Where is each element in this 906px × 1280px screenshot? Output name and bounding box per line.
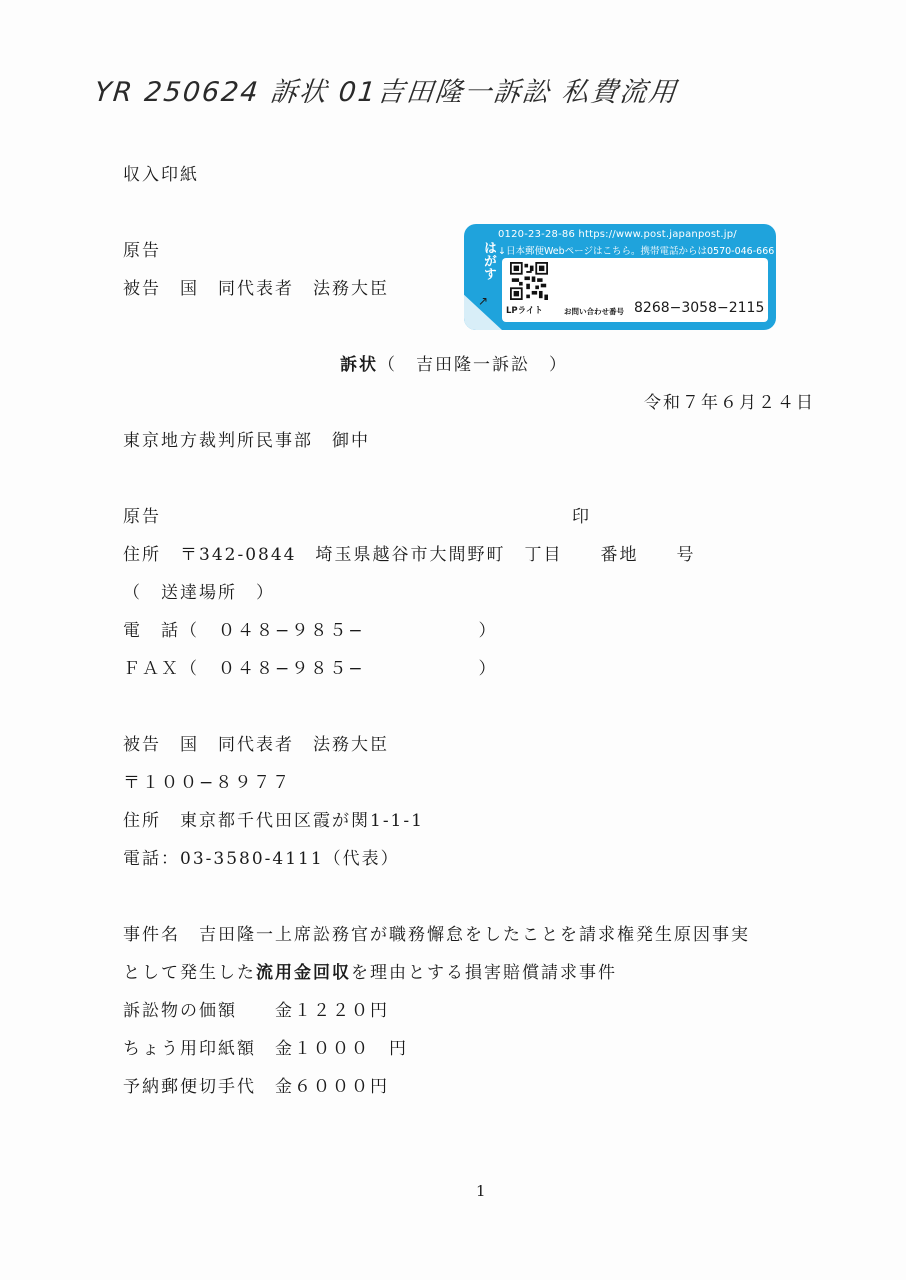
revenue-stamp-label: 収入印紙 xyxy=(123,165,199,185)
plaintiff-seal-mark: 印 xyxy=(572,507,591,527)
sticker-info-panel xyxy=(502,258,768,322)
defendant-phone: 電話：03-3580-4111（代表） xyxy=(123,849,400,869)
plaintiff-phone: 電 話（ ０４８−９８５− ） xyxy=(123,621,498,641)
case-name-line2-emphasis: 流用金回収 xyxy=(256,963,351,983)
defendant-address: 住所 東京都千代田区霞が関1-1-1 xyxy=(123,811,424,831)
sticker-service-name: LPライト xyxy=(506,306,543,316)
peel-label: はがす xyxy=(481,240,496,280)
defendant-label: 被告 国 同代表者 法務大臣 xyxy=(123,735,389,755)
postal-tracking-sticker xyxy=(464,224,776,330)
postage-deposit: 予納郵便切手代 金６０００円 xyxy=(123,1077,389,1097)
document-title xyxy=(340,350,568,375)
case-name-line2-post: を理由とする損害賠償請求事件 xyxy=(351,963,617,983)
sticker-peel-corner xyxy=(464,286,502,330)
qr-code-icon xyxy=(510,262,548,300)
case-name-line2 xyxy=(123,958,617,983)
plaintiff-delivery-place: （ 送達場所 ） xyxy=(123,583,275,603)
filing-date: 令和７年６月２４日 xyxy=(644,393,815,413)
summary-defendant-label: 被告 国 同代表者 法務大臣 xyxy=(123,279,389,299)
sticker-inquiry-label: お問い合わせ番号 xyxy=(564,307,624,316)
plaintiff-address: 住所 〒342-0844 埼玉県越谷市大間野町 丁目 番地 号 xyxy=(123,545,696,565)
title-main: 訴状 xyxy=(340,355,378,375)
claim-value: 訴訟物の価額 金１２２０円 xyxy=(123,1001,389,1021)
page-number: 1 xyxy=(476,1182,486,1200)
sticker-notice: ↓日本郵便Webページはこちら。携帯電話からは0570-046-666 xyxy=(498,246,775,257)
defendant-postal-code: 〒１００−８９７７ xyxy=(123,773,292,793)
court-addressee: 東京地方裁判所民事部 御中 xyxy=(123,431,370,451)
sticker-tracking-number: 8268−3058−2115 xyxy=(634,300,765,316)
plaintiff-label: 原告 xyxy=(123,507,161,527)
case-name-line1: 事件名 吉田隆一上席訟務官が職務懈怠をしたことを請求権発生原因事実 xyxy=(123,925,750,945)
summary-plaintiff-label: 原告 xyxy=(123,241,161,261)
stamp-fee: ちょう用印紙額 金１０００ 円 xyxy=(123,1039,408,1059)
peel-arrow-icon: ↗ xyxy=(478,294,489,308)
sticker-phone-url: 0120-23-28-86 https://www.post.japanpost.jp/ xyxy=(498,229,737,240)
case-name-line2-pre: として発生した xyxy=(123,963,256,983)
handwritten-header-note: YR 250624 訴状 01吉田隆一訴訟 私費流用 xyxy=(93,77,680,108)
title-sub: （ 吉田隆一訴訟 ） xyxy=(378,355,568,375)
plaintiff-fax: ＦＡＸ（ ０４８−９８５− ） xyxy=(123,659,498,679)
